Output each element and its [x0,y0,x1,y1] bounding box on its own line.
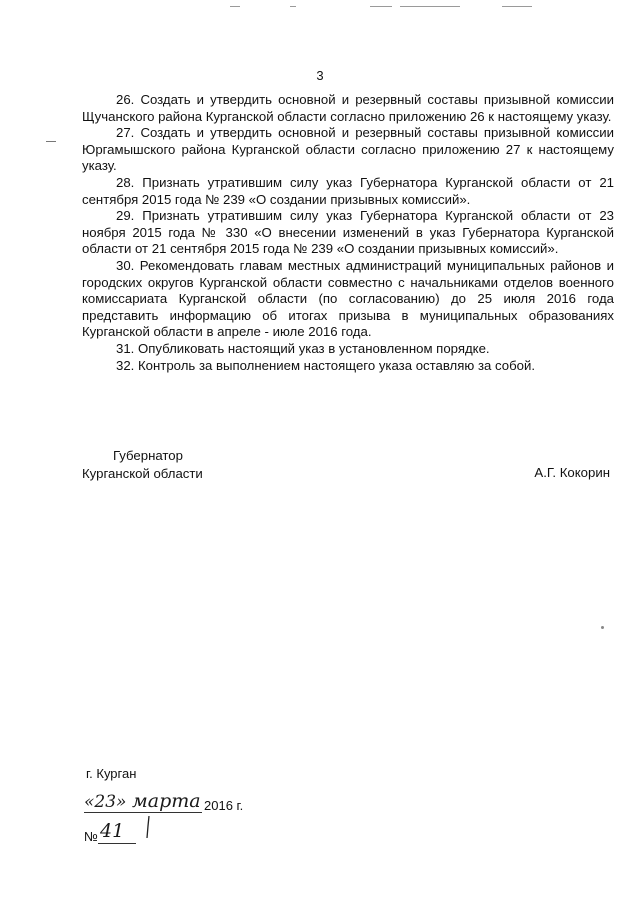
number-underline [98,843,136,844]
signatory-name: А.Г. Кокорин [534,465,610,480]
paragraph-28: 28. Признать утратившим силу указ Губернатора Курганской области от 21 сентября 2015 года № 239 «О создании призывных комиссий». [82,174,614,207]
date-year: 2016 г. [204,798,244,813]
date-underline [84,812,202,813]
scan-margin-mark [46,141,56,142]
paragraph-30: 30. Рекомендовать главам местных администраций муниципальных районов и городских округов Курганской области совместно с начальниками отделов военного комиссариата Курганской области (по согласованию) до 25 июля 2016 года представить информацию об итогах призыва в муниципальных образованиях Курганской области в апреле - июле 2016 года. [82,257,614,340]
paragraph-27: 27. Создать и утвердить основной и резервный составы призывной комиссии Юргамышского района Курганской области согласно приложению 27 к настоящему указу. [82,125,614,174]
city-label: г. Курган [86,766,137,781]
paragraph-31: 31. Опубликовать настоящий указ в установленном порядке. [116,340,490,356]
date-month-handwritten: марта [132,790,201,812]
number-handwritten: 41 [100,820,125,842]
number-prefix: № [84,829,98,844]
paragraph-29: 29. Признать утратившим силу указ Губернатора Курганской области от 23 ноября 2015 года № 330 «О внесении изменений в указ Губернатора Курганской области от 21 сентября 2015 года № 239 «О создании призывных комиссий». [82,208,614,257]
paragraph-26: 26. Создать и утвердить основной и резервный составы призывной комиссии Щучанского района Курганской области согласно приложению 26 к настоящему указу. [82,92,614,124]
date-day-handwritten: «23» [84,792,127,812]
decree-body [82,92,614,374]
paragraph-32: 32. Контроль за выполнением настоящего указа оставляю за собой. [116,357,535,373]
signatory-title-line2: Курганской области [82,466,203,481]
scan-speck [601,626,604,629]
scan-top-marks [230,4,550,10]
signatory-title-line1: Губернатор [113,448,183,463]
pen-stroke-mark [146,816,150,838]
signatory-title [82,447,203,483]
page-number: 3 [316,68,324,83]
